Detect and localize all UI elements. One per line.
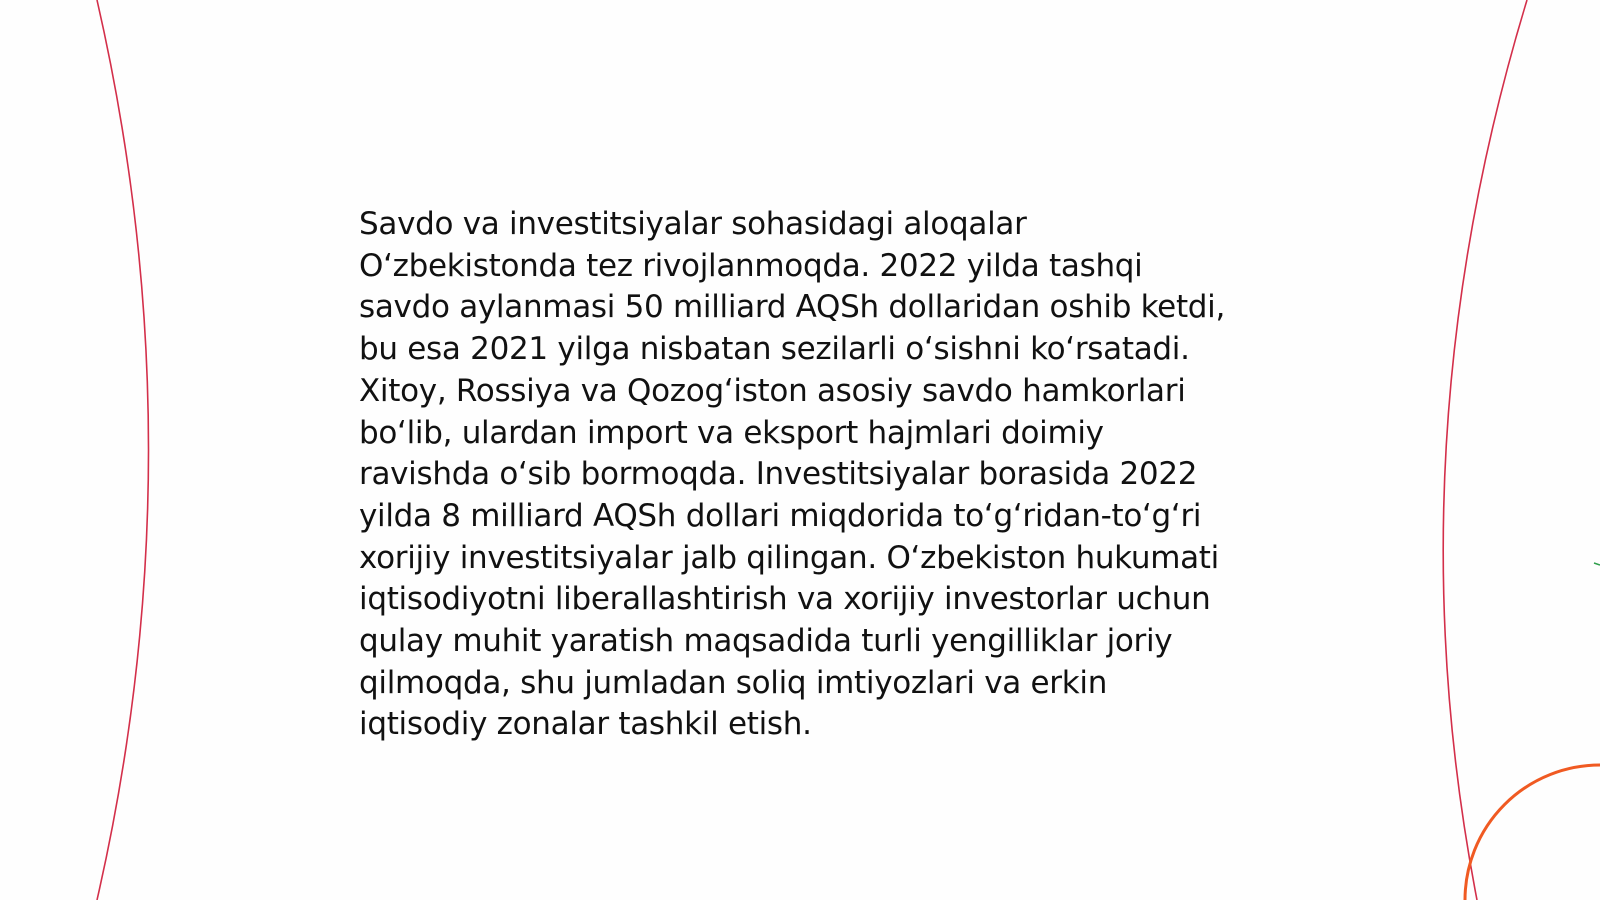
slide-paragraph: Savdo va investitsiyalar sohasidagi aloqalar O‘zbekistonda tez rivojlanmoqda. 2022 yilda tashqi savdo aylanmasi 50 milliard AQSh dollaridan oshib ketdi, bu esa 2021 yilga nisbatan sezilarli o‘sishni ko‘rsatadi. Xitoy, Rossiya va Qozog‘iston asosiy savdo hamkorlari bo‘lib, ulardan import va eksport hajmlari doimiy ravishda o‘sib bormoqda. Investitsiyalar borasida 2022 yilda 8 milliard AQSh dollari miqdorida to‘g‘ridan-to‘g‘ri xorijiy investitsiyalar jalb qilingan. O‘zbekiston hukumati iqtisodiyotni liberallashtirish va xorijiy investorlar uchun qulay muhit yaratish maqsadida turli yengilliklar joriy qilmoqda, shu jumladan soliq imtiyozlari va erkin iqtisodiy zonalar tashkil etish.: [359, 206, 1226, 743]
orange-circle-arc: [1465, 765, 1600, 900]
green-accent-mark: [1594, 563, 1600, 565]
right-curve-line: [1443, 0, 1527, 900]
left-curve-line: [97, 0, 149, 900]
